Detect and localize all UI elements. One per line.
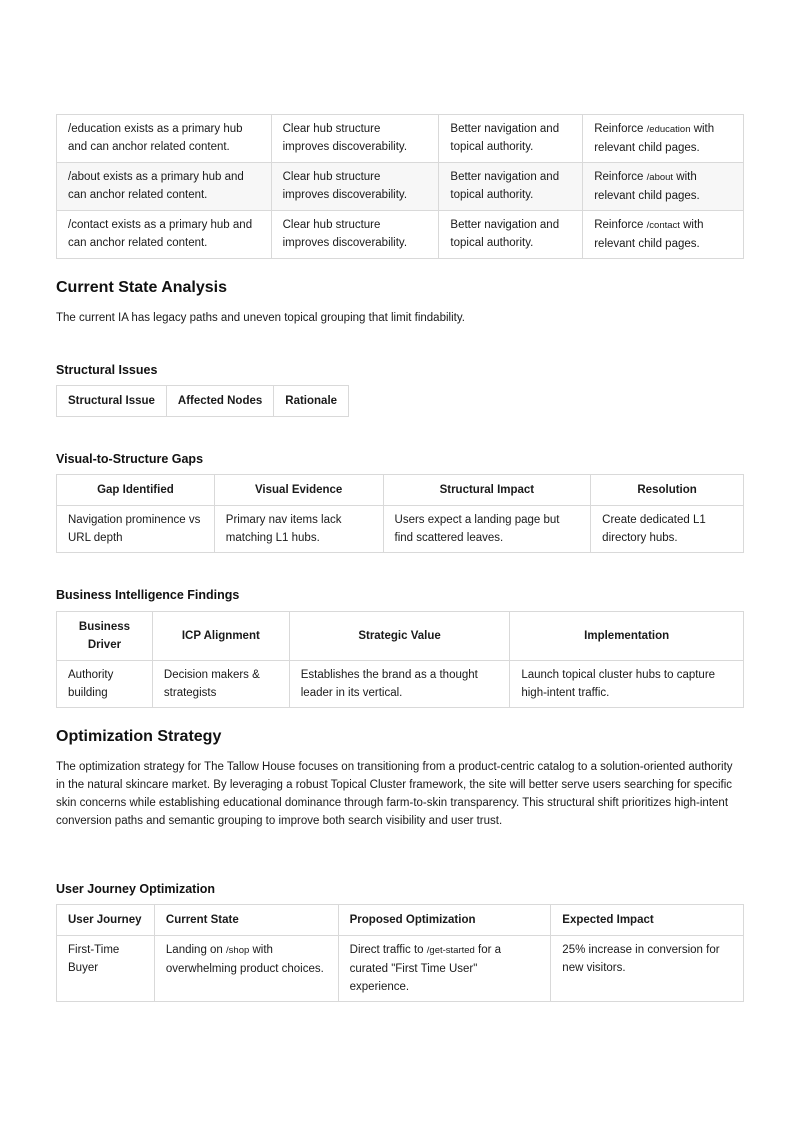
column-header: Business Driver: [57, 612, 153, 661]
table-row: [57, 163, 744, 211]
column-header: Visual Evidence: [214, 475, 383, 506]
table-cell: Landing on /shop with overwhelming product choices.: [154, 936, 338, 1002]
column-header: Current State: [154, 905, 338, 936]
optimization-body: The optimization strategy for The Tallow House focuses on transitioning from a product-centric catalog to a solution-oriented authority in the natural skincare market. By leveraging a robust Topical Cluster framework, the site will better serve users searching for specific skin concerns while establishing educational dominance through farm-to-skin transparency. This structural shift prioritizes high-intent conversion paths and semantic grouping to improve both search visibility and user trust.: [56, 761, 733, 827]
table-cell: Establishes the brand as a thought leader in its vertical.: [289, 661, 510, 708]
table-header-row: [57, 475, 744, 506]
impact-cell: Better navigation and topical authority.: [439, 115, 583, 163]
structural-issues-table: [56, 385, 349, 417]
table-cell: Authority building: [57, 661, 153, 708]
table-cell: First-Time Buyer: [57, 936, 155, 1002]
column-header: User Journey: [57, 905, 155, 936]
gaps-table: [56, 474, 744, 553]
business-table: [56, 611, 744, 708]
table-cell: Users expect a landing page but find scattered leaves.: [383, 506, 591, 553]
table-cell: Navigation prominence vs URL depth: [57, 506, 215, 553]
table-header-row: [57, 612, 744, 661]
table-row: [57, 661, 744, 708]
impact-cell: Better navigation and topical authority.: [439, 211, 583, 259]
path-code: /contact: [646, 220, 680, 231]
column-header: Affected Nodes: [166, 386, 273, 417]
section-title-current-state: Current State Analysis: [56, 279, 228, 296]
path-code: /education: [646, 124, 691, 135]
table-cell: Create dedicated L1 directory hubs.: [591, 506, 744, 553]
column-header: ICP Alignment: [152, 612, 289, 661]
benefit-cell: Clear hub structure improves discoverability.: [271, 115, 439, 163]
table-header-row: [57, 905, 744, 936]
action-cell: Reinforce /about with relevant child pages.: [583, 163, 744, 211]
observation-cell: /about exists as a primary hub and can anchor related content.: [57, 163, 272, 211]
column-header: Implementation: [510, 612, 744, 661]
table-cell: Decision makers & strategists: [152, 661, 289, 708]
path-code: /shop: [226, 945, 250, 956]
column-header: Resolution: [591, 475, 744, 506]
benefit-cell: Clear hub structure improves discoverability.: [271, 211, 439, 259]
table-header-row: [57, 386, 349, 417]
column-header: Structural Issue: [57, 386, 167, 417]
path-code: /about: [646, 172, 674, 183]
current-state-intro: The current IA has legacy paths and uneven topical grouping that limit findability.: [56, 312, 465, 324]
column-header: Rationale: [274, 386, 349, 417]
observation-cell: /contact exists as a primary hub and can anchor related content.: [57, 211, 272, 259]
column-header: Strategic Value: [289, 612, 510, 661]
path-code: /get-started: [426, 945, 475, 956]
hub-table: [56, 114, 744, 259]
table-cell: Primary nav items lack matching L1 hubs.: [214, 506, 383, 553]
table-cell: 25% increase in conversion for new visitors.: [551, 936, 744, 1002]
column-header: Gap Identified: [57, 475, 215, 506]
benefit-cell: Clear hub structure improves discoverability.: [271, 163, 439, 211]
table-row: [57, 506, 744, 553]
table-row: [57, 211, 744, 259]
subsection-title-gaps: Visual-to-Structure Gaps: [56, 452, 204, 466]
table-row: [57, 115, 744, 163]
column-header: Structural Impact: [383, 475, 591, 506]
journey-table: [56, 904, 744, 1002]
table-cell: Launch topical cluster hubs to capture high-intent traffic.: [510, 661, 744, 708]
observation-cell: /education exists as a primary hub and can anchor related content.: [57, 115, 272, 163]
subsection-title-journey: User Journey Optimization: [56, 882, 216, 896]
action-cell: Reinforce /contact with relevant child pages.: [583, 211, 744, 259]
column-header: Expected Impact: [551, 905, 744, 936]
action-cell: Reinforce /education with relevant child pages.: [583, 115, 744, 163]
table-cell: Direct traffic to /get-started for a curated "First Time User" experience.: [338, 936, 551, 1002]
table-row: [57, 936, 744, 1002]
column-header: Proposed Optimization: [338, 905, 551, 936]
section-title-optimization: Optimization Strategy: [56, 728, 222, 745]
impact-cell: Better navigation and topical authority.: [439, 163, 583, 211]
subsection-title-structural-issues: Structural Issues: [56, 363, 158, 377]
subsection-title-business: Business Intelligence Findings: [56, 588, 240, 602]
